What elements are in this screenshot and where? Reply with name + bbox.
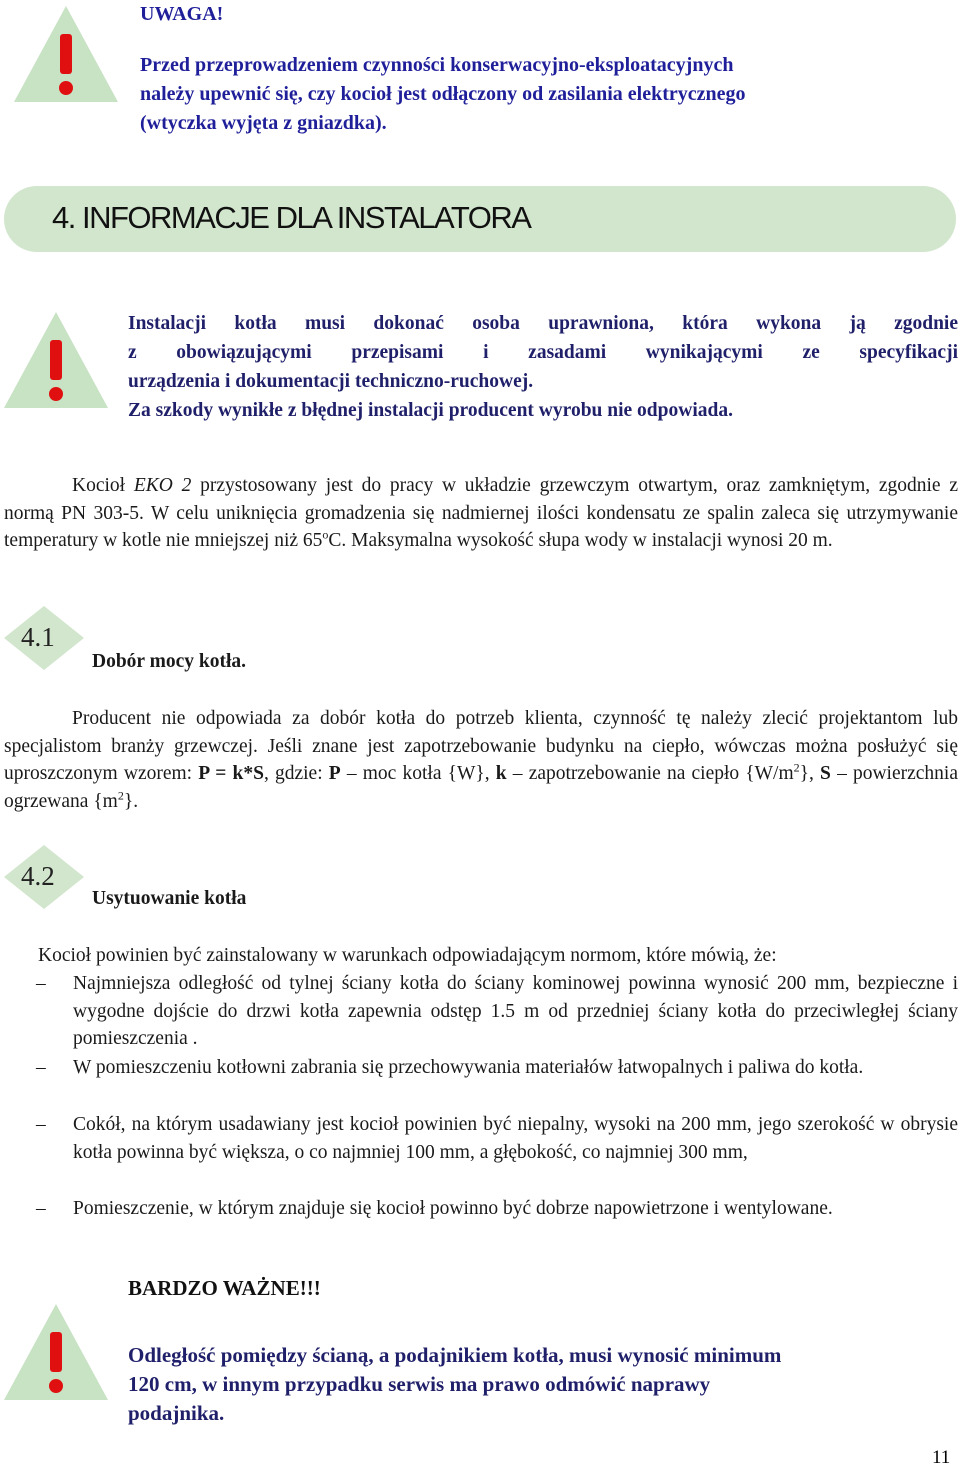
warning-title: UWAGA! (140, 3, 224, 25)
installer-warning-line-1: Instalacji kotła musi dokonać osoba uprawniona, która wykona ją zgodnie (128, 313, 958, 334)
section-heading: 4. INFORMACJE DLA INSTALATORA (52, 200, 531, 235)
list-item: – W pomieszczeniu kotłowni zabrania się przechowywania materiałów łatwopalnych i paliwa do kotła. (36, 1057, 864, 1078)
warning-line-1: Przed przeprowadzeniem czynności konserwacyjno-eksploatacyjnych (140, 54, 734, 76)
list-item: – Pomieszczenie, w którym znajduje się kocioł powinno być dobrze napowietrzone i wentylowane. (36, 1198, 833, 1219)
placement-intro: Kocioł powinien być zainstalowany w warunkach odpowiadającym normom, które mówią, że: (38, 945, 777, 966)
important-title: BARDZO WAŻNE!!! (128, 1276, 321, 1300)
warning-line-2: należy upewnić się, czy kocioł jest odłączony od zasilania elektrycznego (140, 83, 746, 105)
boiler-model: EKO 2 (133, 475, 192, 496)
list-item: – Najmniejsza odległość od tylnej ściany kotła do ściany kominowej powinna wynosić 200 mm, bezpieczne i wygodne dojście do drzwi kotła zapewnia odstęp 1.5 m od przedniej ściany kotła do przeciwległej ściany pomieszczenia . (36, 973, 958, 1050)
subsection-title: Dobór mocy kotła. (92, 651, 247, 672)
boiler-power-paragraph: Producent nie odpowiada za dobór kotła do potrzeb klienta, czynność tę należy zlecić projektantom lub specjalistom branży grzewczej. Jeśli znane jest zapotrzebowanie budynku na ciepło, wówczas można posłużyć się uproszczonym wzorem: P = k*S, gdzie: P – moc kotła {W}, k – zapotrzebowanie na ciepło $\{W/m^2\}$, S – powierzchnia ogrzewana $\{m^2\}$. (4, 708, 958, 812)
page-number: 11 (932, 1447, 951, 1468)
installer-warning-line-4: Za szkody wynikłe z błędnej instalacji producent wyrobu nie odpowiada. (128, 400, 733, 421)
boiler-description-paragraph: Kocioł EKO 2 przystosowany jest do pracy w układzie grzewczym otwartym, oraz zamkniętym, zgodnie z normą PN 303-5. W celu uniknięcia gromadzenia się nadmiernej ilości kondensatu ze spalin zaleca się utrzymywanie temperatury w kotle nie mniejszej niż 65$^o$C. Maksymalna wysokość słupa wody w instalacji wynosi 20 m. (4, 475, 958, 552)
installer-warning-line-2: z obowiązującymi przepisami i zasadami wynikającymi ze specyfikacji (128, 342, 958, 363)
important-line-3: podajnika. (128, 1401, 225, 1425)
warning-triangle-icon (12, 4, 120, 104)
subsection-number: 4.1 (21, 622, 55, 652)
installer-warning-line-3: urządzenia i dokumentacji techniczno-ruchowej. (128, 371, 534, 392)
list-item: – Cokół, na którym usadawiany jest kocioł powinien być niepalny, wysoki na 200 mm, jego szerokość w obrysie kotła powinna być większa, o co najmniej 100 mm, a głębokość, co najmniej 300 mm, (36, 1114, 958, 1163)
important-line-1: Odległość pomiędzy ścianą, a podajnikiem kotła, musi wynosić minimum (128, 1343, 782, 1367)
important-line-2: 120 cm, w innym przypadku serwis ma prawo odmówić naprawy (128, 1372, 711, 1396)
warning-triangle-icon (2, 1302, 110, 1402)
subsection-number: 4.2 (21, 861, 55, 891)
warning-line-3: (wtyczka wyjęta z gniazdka). (140, 112, 387, 134)
warning-triangle-icon (2, 310, 110, 410)
subsection-title: Usytuowanie kotła (92, 888, 247, 909)
